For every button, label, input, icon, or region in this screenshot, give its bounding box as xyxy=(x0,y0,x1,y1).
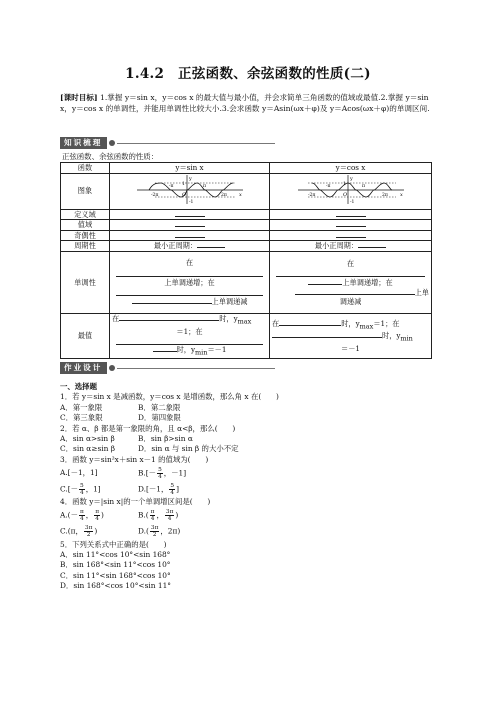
answer-blank[interactable] xyxy=(272,337,382,338)
question-5: 5．下列关系式中正确的是( ) xyxy=(60,539,167,549)
part-heading: 一、选择题 xyxy=(60,382,97,391)
tick-label: -2π xyxy=(307,192,315,198)
answer-blank[interactable] xyxy=(308,284,342,285)
answer-blank[interactable] xyxy=(270,220,432,231)
option-A[interactable]: A．第一象限 xyxy=(60,402,103,412)
option-B[interactable]: B．第二象限 xyxy=(138,402,181,412)
tick-label: -1 xyxy=(188,199,193,205)
tick-label: -π xyxy=(325,183,330,189)
cosine-graph-cell xyxy=(270,173,432,209)
row-label-domain: 定义域 xyxy=(61,209,110,220)
option-B[interactable]: B.( $\frac{\pi}{4}$ ， $\frac{3\pi}{4}$ ) xyxy=(138,508,179,523)
answer-blank[interactable] xyxy=(116,336,263,345)
fraction: $\frac{5}{4}$ xyxy=(80,482,84,496)
tick-label: 2π xyxy=(381,192,388,198)
answer-blank[interactable] xyxy=(279,325,341,326)
tick-label: π xyxy=(361,183,365,189)
option-B[interactable]: B．sin 168°<sin 11°<cos 10° xyxy=(60,560,171,570)
answer-blank[interactable] xyxy=(276,268,425,277)
answer-blank[interactable] xyxy=(153,351,177,352)
axis-label-x: x xyxy=(399,191,403,198)
tick-label: -1 xyxy=(349,199,354,205)
answer-blank[interactable] xyxy=(110,209,270,220)
answer-blank[interactable] xyxy=(110,230,270,241)
answer-blank[interactable] xyxy=(197,247,225,248)
option-D[interactable]: D．第四象限 xyxy=(138,413,181,423)
option-C[interactable]: C.(π， $\frac{3\pi}{2}$ ) xyxy=(60,524,98,539)
cosine-extremum-cell: 在 时，$y_{max}=1$；在 时，$y_{min}$ ＝－1 xyxy=(270,314,432,359)
option-D[interactable]: D.( $\frac{3\pi}{2}$ ，2π) xyxy=(138,524,181,539)
option-D[interactable]: D.[－1， $\frac{5}{4}$ ] xyxy=(138,482,179,496)
period-cell: 最小正周期： xyxy=(270,241,432,252)
properties-table xyxy=(60,162,432,359)
section-badge: 知识梳理 xyxy=(60,137,107,149)
divider xyxy=(117,143,275,144)
question-1: 1．若 y＝sin x 是减函数，y＝cos x 是增函数，那么角 x 在( ) xyxy=(60,392,279,402)
row-label-graph: 图象 xyxy=(61,173,110,209)
option-A[interactable]: A．sin α>sin β xyxy=(60,434,115,444)
answer-blank[interactable] xyxy=(116,287,263,296)
fraction: $\frac{\pi}{4}$ xyxy=(150,508,155,523)
tick-label: -π xyxy=(168,183,173,189)
answer-blank[interactable] xyxy=(270,230,432,241)
row-label-extremum: 最值 xyxy=(61,314,110,359)
option-A[interactable]: A．sin 11°<cos 10°<sin 168° xyxy=(60,550,171,560)
sine-extremum-cell: 在 时，$y_{max}$ ＝1；在 时，$y_{min}=-1$ xyxy=(110,314,270,359)
sine-graph xyxy=(135,174,245,206)
tick-label: 2π xyxy=(220,192,227,198)
fraction: $\frac{\pi}{4}$ xyxy=(95,508,99,523)
row-label-period: 周期性 xyxy=(61,241,110,252)
answer-blank[interactable] xyxy=(116,268,263,277)
axis-label-y: y xyxy=(188,175,192,182)
answer-blank[interactable] xyxy=(358,247,386,248)
row-label-range: 值域 xyxy=(61,220,110,231)
goal-text: 1.掌握 y＝sin x，y＝cos x 的最大值与最小值，并会求简单三角函数的值域或最值.2.掌握 y＝sin x，y＝cos x 的单调性，并能用单调性比较大小.3.会求函数 y＝Asin(ωx＋φ)及 y＝Acos(ωx＋φ)的单调区间. xyxy=(60,93,430,113)
option-C[interactable]: C．sin 11°<sin 168°<cos 10° xyxy=(60,570,171,580)
option-A[interactable]: A.[－1，1] xyxy=(60,468,98,478)
tick-label: 1 xyxy=(181,181,185,187)
answer-blank[interactable] xyxy=(270,209,432,220)
divider xyxy=(117,368,275,369)
lesson-goal xyxy=(60,92,440,114)
origin-label: O xyxy=(342,191,347,198)
origin-label: O xyxy=(181,191,186,198)
fraction: $\frac{5}{4}$ xyxy=(158,466,162,480)
fraction: $\frac{3\pi}{4}$ xyxy=(165,508,174,523)
option-C[interactable]: C．第三象限 xyxy=(60,413,103,423)
cosine-monotonicity-cell: 在 上单调递增；在 上单 调递减 xyxy=(270,252,432,314)
tick-label: -2π xyxy=(150,192,158,198)
option-A[interactable]: A.(－ $\frac{\pi}{4}$ ， $\frac{\pi}{4}$ ) xyxy=(60,508,104,523)
section-badge: 作业设计 xyxy=(60,362,107,374)
row-label-monotonicity: 单调性 xyxy=(61,252,110,314)
row-label-parity: 奇偶性 xyxy=(61,230,110,241)
fraction: $\frac{5}{4}$ xyxy=(170,482,175,496)
option-D[interactable]: D．sin α 与 sin β 的大小不定 xyxy=(138,444,239,454)
sine-graph-cell xyxy=(110,173,270,209)
tick-label: 1 xyxy=(342,181,346,187)
bullet-icon xyxy=(109,365,115,371)
section-header-knowledge xyxy=(60,137,275,149)
axis-label-y: y xyxy=(349,175,353,182)
option-C[interactable]: C.[－ $\frac{5}{4}$ ，1] xyxy=(60,482,101,496)
answer-blank[interactable] xyxy=(295,294,415,295)
col-header: 函数 xyxy=(61,163,110,174)
axis-label-x: x xyxy=(238,191,242,198)
option-C[interactable]: C．sin α≥sin β xyxy=(60,444,116,454)
answer-blank[interactable] xyxy=(110,220,270,231)
cosine-graph xyxy=(296,174,406,206)
answer-blank[interactable] xyxy=(119,320,219,321)
fraction: $\frac{\pi}{4}$ xyxy=(79,508,84,523)
question-2: 2．若 α、β 都是第一象限的角，且 α<β，那么( ) xyxy=(60,423,236,433)
fraction: $\frac{3\pi}{2}$ xyxy=(150,524,159,539)
col-header: y＝cos x xyxy=(270,163,432,174)
homework xyxy=(60,380,440,592)
tick-label: π xyxy=(202,183,206,189)
option-B[interactable]: B．sin β>sin α xyxy=(138,434,193,444)
section-header-homework xyxy=(60,362,275,374)
bullet-icon xyxy=(109,140,115,146)
col-header: y＝sin x xyxy=(110,163,270,174)
answer-blank[interactable] xyxy=(132,303,212,304)
page-title: 1.4.2 正弦函数、余弦函数的性质(二) xyxy=(125,66,371,82)
question-4: 4．函数 y＝|sin x|的一个单调增区间是( ) xyxy=(60,497,211,507)
sine-monotonicity-cell: 在 上单调递增；在 上单调递减 xyxy=(110,252,270,314)
goal-label: [课时目标] xyxy=(60,93,98,102)
option-B[interactable]: B.[－ $\frac{5}{4}$ ，－1] xyxy=(138,466,187,480)
fraction: $\frac{3\pi}{2}$ xyxy=(84,524,93,539)
question-3: 3．函数 y＝sin²x＋sin x－1 的值域为( ) xyxy=(60,454,209,464)
period-cell: 最小正周期： xyxy=(110,241,270,252)
option-D[interactable]: D．sin 168°<cos 10°<sin 11° xyxy=(60,581,171,591)
table-intro: 正弦函数、余弦函数的性质： xyxy=(62,152,159,161)
